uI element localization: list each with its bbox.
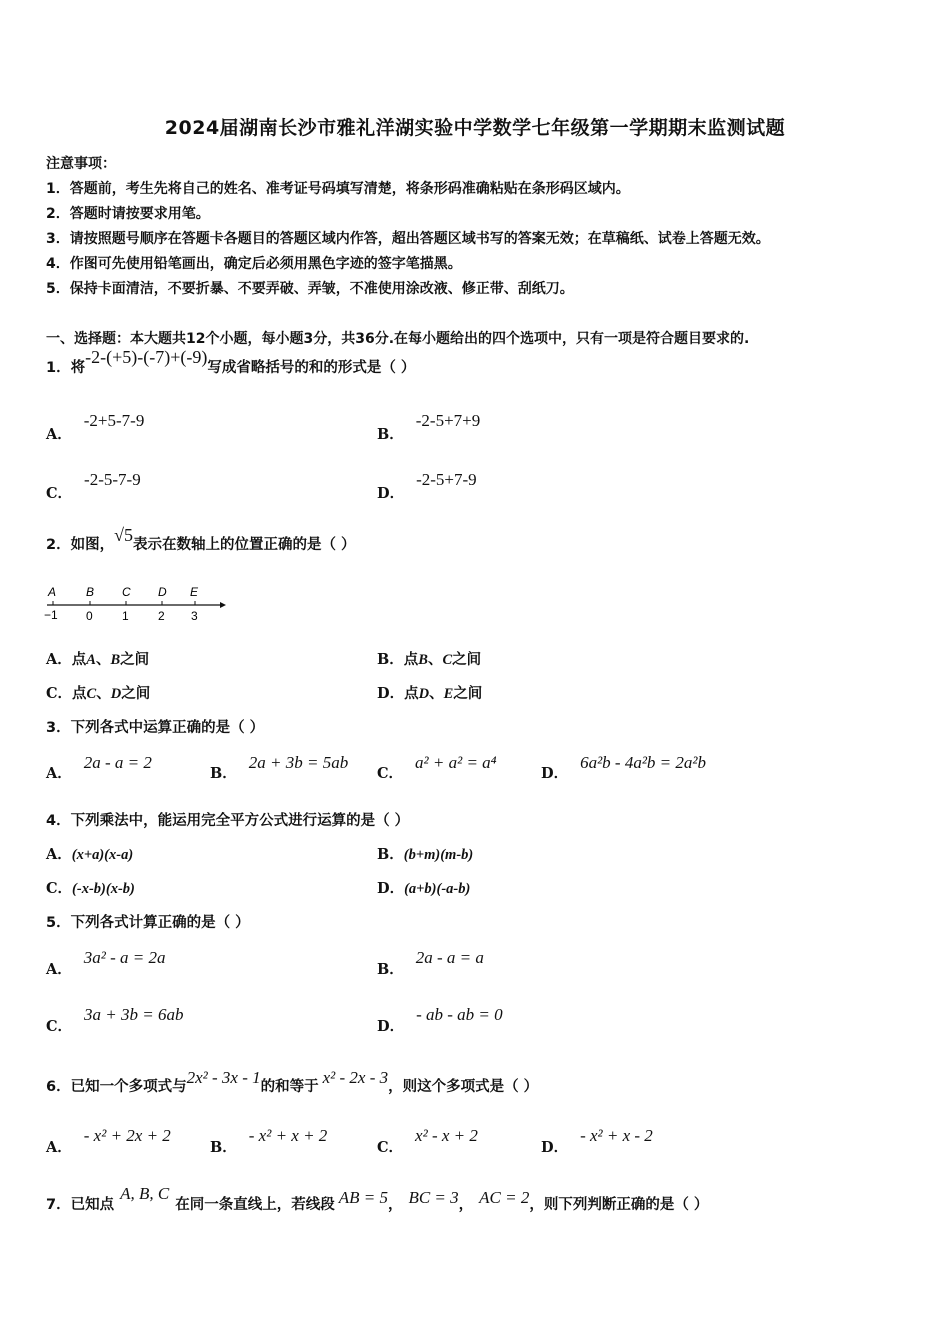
axis-letter-e: E bbox=[190, 585, 199, 599]
q4-option-a bbox=[46, 843, 133, 864]
q7-sep: ， bbox=[458, 1197, 474, 1213]
note-item-4: 4．作图可先使用铅笔画出，确定后必须用黑色字迹的签字笔描黑。 bbox=[46, 256, 462, 272]
q7-sep: ， bbox=[387, 1197, 403, 1213]
q2-post: 表示在数轴上的位置正确的是（ ） bbox=[132, 537, 356, 553]
option-label: B． bbox=[210, 1139, 237, 1156]
option-expr: - x² + x + 2 bbox=[248, 1126, 328, 1145]
option-expr: 6a²b - 4a²b = 2a²b bbox=[580, 753, 707, 772]
q3-option-b bbox=[210, 752, 349, 782]
axis-letter-b: B bbox=[86, 585, 95, 599]
option-label: D． bbox=[377, 880, 405, 897]
q1-option-a bbox=[46, 410, 145, 443]
q5-option-c bbox=[46, 1004, 184, 1035]
axis-letter-a: A bbox=[48, 585, 57, 599]
option-label: D． bbox=[541, 765, 569, 782]
option-text: 之间 bbox=[120, 652, 150, 668]
question-2 bbox=[46, 525, 356, 554]
point-name: B bbox=[110, 652, 121, 668]
axis-arrow bbox=[220, 602, 226, 608]
option-label: B． bbox=[377, 846, 404, 863]
notes-heading: 注意事项： bbox=[46, 156, 116, 172]
point-name: A bbox=[86, 652, 96, 668]
q3-option-d bbox=[541, 752, 707, 782]
option-text: 点 bbox=[71, 652, 87, 668]
q7-bc: BC = 3 bbox=[408, 1188, 459, 1207]
q6-option-b bbox=[210, 1125, 328, 1156]
q2-pre: 2．如图， bbox=[46, 537, 115, 553]
option-expr: 2a - a = a bbox=[415, 948, 484, 967]
q1-option-c bbox=[46, 469, 141, 502]
note-item-2: 2．答题时请按要求用笔。 bbox=[46, 206, 210, 222]
option-expr: -2+5-7-9 bbox=[83, 411, 145, 430]
option-text: 之间 bbox=[453, 686, 483, 702]
q3-option-c bbox=[377, 752, 497, 782]
option-text: 、 bbox=[429, 686, 444, 702]
option-text: 点 bbox=[404, 686, 419, 702]
question-1 bbox=[46, 347, 416, 377]
q1-expr: -2-(+5)-(-7)+(-9) bbox=[85, 347, 208, 367]
option-expr: - x² + 2x + 2 bbox=[83, 1126, 171, 1145]
axis-number-2: 2 bbox=[158, 609, 165, 623]
q6-expr2: x² - 2x - 3 bbox=[322, 1068, 389, 1087]
q6-mid: 的和等于 bbox=[260, 1079, 319, 1095]
question-7 bbox=[46, 1184, 709, 1214]
q2-option-d bbox=[377, 682, 482, 703]
option-label: A． bbox=[46, 846, 72, 863]
question-4: 4．下列乘法中，能运用完全平方公式进行运算的是（ ） bbox=[46, 813, 410, 829]
axis-number-1: 1 bbox=[122, 609, 129, 623]
option-text: 、 bbox=[96, 686, 111, 702]
q7-post: ，则下列判断正确的是（ ） bbox=[529, 1197, 709, 1213]
option-expr: 3a² - a = 2a bbox=[83, 948, 166, 967]
q7-mid: 在同一条直线上，若线段 bbox=[175, 1197, 335, 1213]
q1-post: 写成省略括号的和的形式是（ ） bbox=[207, 360, 416, 376]
q6-option-a bbox=[46, 1125, 171, 1156]
option-expr: (x+a)(x-a) bbox=[71, 847, 134, 863]
q2-option-a bbox=[46, 648, 149, 669]
q3-option-a bbox=[46, 752, 152, 782]
axis-number-0: 0 bbox=[86, 609, 93, 623]
q7-pre: 7．已知点 bbox=[46, 1197, 115, 1213]
q6-option-d bbox=[541, 1125, 653, 1156]
option-text: 之间 bbox=[452, 652, 482, 668]
point-name: C bbox=[442, 652, 453, 668]
option-expr: 3a + 3b = 6ab bbox=[84, 1005, 184, 1024]
q7-ac: AC = 2 bbox=[479, 1188, 530, 1207]
q7-points: A, B, C bbox=[120, 1184, 170, 1203]
option-label: A． bbox=[46, 765, 72, 782]
option-expr: a² + a² = a⁴ bbox=[415, 753, 497, 772]
q1-option-d bbox=[377, 469, 477, 502]
question-5: 5．下列各式计算正确的是（ ） bbox=[46, 915, 250, 931]
option-expr: 2a - a = 2 bbox=[83, 753, 152, 772]
q6-expr1: 2x² - 3x - 1 bbox=[186, 1068, 261, 1087]
option-expr: -2-5-7-9 bbox=[84, 470, 141, 489]
q1-option-b bbox=[377, 410, 481, 443]
option-text: 、 bbox=[427, 652, 443, 668]
option-label: B． bbox=[377, 426, 404, 443]
option-text: 点 bbox=[72, 686, 87, 702]
q5-option-d bbox=[377, 1004, 503, 1035]
option-label: B． bbox=[377, 651, 404, 668]
option-label: C． bbox=[46, 685, 73, 702]
point-name: D bbox=[418, 686, 430, 702]
q2-option-b bbox=[377, 648, 481, 669]
q6-post: ，则这个多项式是（ ） bbox=[388, 1079, 539, 1095]
q4-option-c bbox=[46, 877, 135, 898]
axis-letter-d: D bbox=[158, 585, 167, 599]
axis-number-3: 3 bbox=[191, 609, 198, 623]
q7-ab: AB = 5 bbox=[338, 1188, 388, 1207]
note-item-3: 3．请按照题号顺序在答题卡各题目的答题区域内作答，超出答题区域书写的答案无效；在草稿纸、试卷上答题无效。 bbox=[46, 231, 770, 247]
q5-option-b bbox=[377, 947, 484, 978]
option-expr: (a+b)(-a-b) bbox=[404, 881, 471, 897]
axis-number-neg1: −1 bbox=[44, 608, 58, 622]
option-label: A． bbox=[46, 1139, 72, 1156]
page-title: 2024届湖南长沙市雅礼洋湖实验中学数学七年级第一学期期末监测试题 bbox=[164, 117, 786, 139]
option-text: 之间 bbox=[121, 686, 151, 702]
q4-option-d bbox=[377, 877, 470, 898]
option-expr: -2-5+7+9 bbox=[415, 411, 481, 430]
point-name: B bbox=[418, 652, 428, 668]
number-line-figure bbox=[44, 583, 226, 625]
q5-option-a bbox=[46, 947, 166, 978]
option-label: C． bbox=[377, 1139, 404, 1156]
axis-letter-c: C bbox=[122, 585, 131, 599]
q1-pre: 1．将 bbox=[46, 360, 86, 376]
option-expr: (b+m)(m-b) bbox=[403, 847, 474, 863]
option-expr: - x² + x - 2 bbox=[580, 1126, 653, 1145]
option-text: 、 bbox=[95, 652, 111, 668]
option-label: B． bbox=[210, 765, 237, 782]
note-item-1: 1．答题前，考生先将自己的姓名、准考证号码填写清楚，将条形码准确粘贴在条形码区域内。 bbox=[46, 181, 630, 197]
option-label: C． bbox=[46, 880, 73, 897]
option-label: D． bbox=[541, 1139, 569, 1156]
q2-option-c bbox=[46, 682, 150, 703]
q6-pre: 6．已知一个多项式与 bbox=[46, 1079, 187, 1095]
option-label: C． bbox=[46, 485, 73, 502]
section-heading: 一、选择题：本大题共12个小题，每小题3分，共36分.在每小题给出的四个选项中，只有一项是符合题目要求的. bbox=[46, 331, 750, 347]
option-label: D． bbox=[377, 1018, 405, 1035]
point-name: D bbox=[110, 686, 122, 702]
point-name: E bbox=[443, 686, 454, 702]
question-6 bbox=[46, 1068, 539, 1096]
q6-option-c bbox=[377, 1125, 478, 1156]
option-label: C． bbox=[377, 765, 404, 782]
q2-expr: √5 bbox=[114, 525, 133, 545]
option-label: A． bbox=[46, 426, 72, 443]
option-expr: -2-5+7-9 bbox=[416, 470, 477, 489]
q4-option-b bbox=[377, 843, 473, 864]
option-expr: 2a + 3b = 5ab bbox=[248, 753, 349, 772]
option-label: A． bbox=[46, 961, 72, 978]
option-expr: - ab - ab = 0 bbox=[416, 1005, 503, 1024]
note-item-5: 5．保持卡面清洁，不要折暴、不要弄破、弄皱，不准使用涂改液、修正带、刮纸刀。 bbox=[46, 281, 574, 297]
question-3: 3．下列各式中运算正确的是（ ） bbox=[46, 720, 265, 736]
option-expr: (-x-b)(x-b) bbox=[72, 881, 135, 897]
option-text: 点 bbox=[403, 652, 419, 668]
option-label: B． bbox=[377, 961, 404, 978]
point-name: C bbox=[86, 686, 97, 702]
option-label: C． bbox=[46, 1018, 73, 1035]
option-label: D． bbox=[377, 485, 405, 502]
option-label: D． bbox=[377, 685, 405, 702]
option-expr: x² - x + 2 bbox=[415, 1126, 478, 1145]
option-label: A． bbox=[46, 651, 72, 668]
